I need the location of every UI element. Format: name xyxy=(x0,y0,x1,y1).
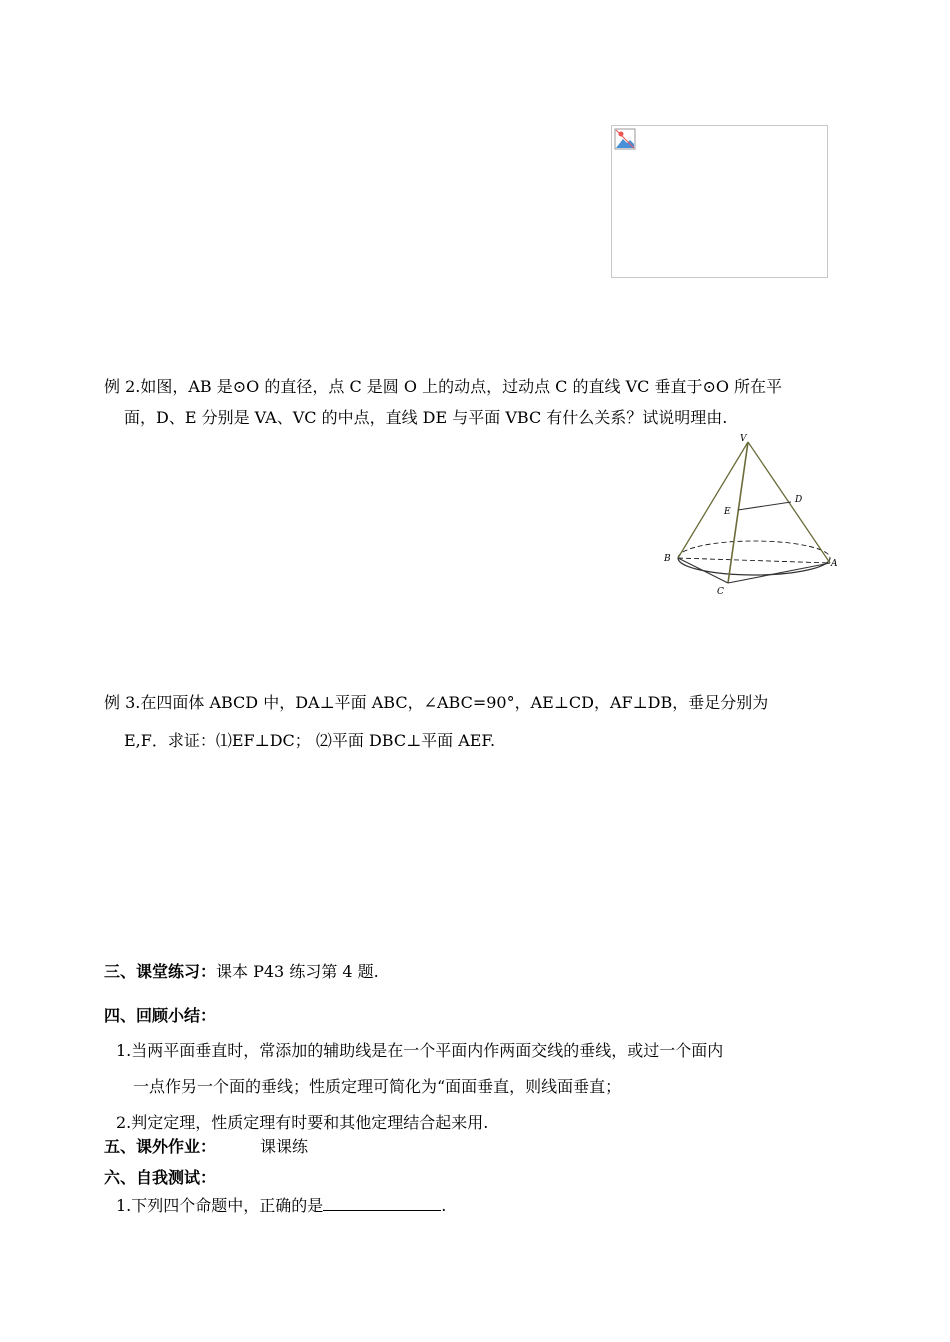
example3-line1: 例 3.在四面体 ABCD 中，DA⊥平面 ABC，∠ABC=90°，AE⊥CD，AF⊥DB，垂足分别为 xyxy=(104,693,769,712)
broken-image-icon xyxy=(614,128,636,150)
chord-ca xyxy=(728,563,830,583)
example3-line2: E,F．求证：⑴EF⊥DC； ⑵平面 DBC⊥平面 AEF. xyxy=(124,731,496,750)
label-b: B xyxy=(664,554,671,564)
section6-item1-suffix: . xyxy=(441,1196,447,1215)
chord-bc xyxy=(678,558,728,583)
diameter-ab xyxy=(678,558,830,563)
broken-image-placeholder xyxy=(611,125,828,278)
section5-text: 课课练 xyxy=(260,1137,309,1156)
label-a: A xyxy=(831,559,838,569)
section4-item1-line1: 1.当两平面垂直时，常添加的辅助线是在一个平面内作两面交线的垂线，或过一个面内 xyxy=(116,1041,724,1060)
section4-heading: 四、回顾小结： xyxy=(104,1006,217,1025)
example2-line1: 例 2.如图，AB 是⊙O 的直径，点 C 是圆 O 上的动点，过动点 C 的直线 VC 垂直于⊙O 所在平 xyxy=(104,377,783,396)
cone-figure xyxy=(660,430,850,600)
section4-item2: 2.判定定理，性质定理有时要和其他定理结合起来用. xyxy=(116,1113,489,1132)
segment-de xyxy=(738,502,791,510)
section3-heading: 三、课堂练习： xyxy=(104,962,217,981)
section6-item1 xyxy=(116,1195,446,1217)
label-v: V xyxy=(740,434,747,444)
edge-vc xyxy=(728,442,748,583)
section6-heading: 六、自我测试： xyxy=(104,1168,217,1187)
section6-item1-text: 1.下列四个命题中，正确的是 xyxy=(116,1196,324,1215)
label-e: E xyxy=(724,507,731,517)
section3-text: 课本 P43 练习第 4 题. xyxy=(216,962,379,981)
label-d: D xyxy=(795,495,803,505)
answer-blank[interactable] xyxy=(323,1196,441,1211)
example2-line2: 面，D、E 分别是 VA、VC 的中点，直线 DE 与平面 VBC 有什么关系？试说明理由. xyxy=(124,408,728,427)
base-back-arc xyxy=(678,541,830,558)
label-c: C xyxy=(717,587,724,597)
section5 xyxy=(104,1136,308,1158)
section3 xyxy=(104,961,379,983)
section4-item1-line2: 一点作另一个面的垂线；性质定理可简化为“面面垂直，则线面垂直； xyxy=(133,1077,622,1096)
section5-heading: 五、课外作业： xyxy=(104,1137,217,1156)
edge-vb xyxy=(678,442,748,558)
